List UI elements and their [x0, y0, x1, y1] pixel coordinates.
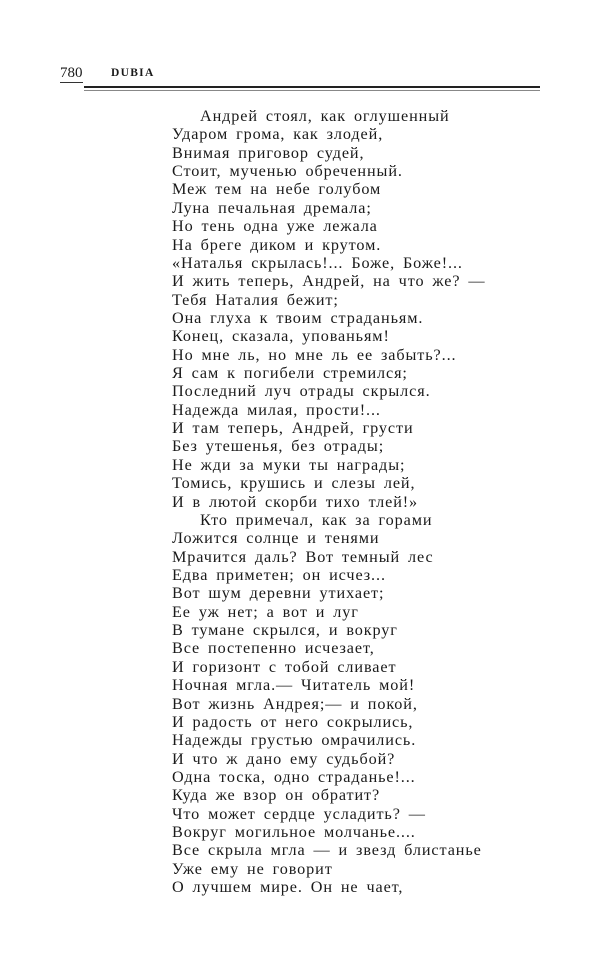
poem-line: И что ж дано ему судьбой?: [172, 749, 396, 768]
poem-line: Куда же взор он обратит?: [172, 786, 381, 805]
poem-line: На бреге диком и крутом.: [172, 235, 382, 254]
poem-line: Тебя Наталия бежит;: [172, 290, 339, 309]
poem-line: Кто примечал, как за горами: [200, 510, 433, 529]
poem-line: Ночная мгла.— Читатель мой!: [172, 676, 416, 695]
poem-line: И в лютой скорби тихо тлей!»: [172, 492, 419, 511]
poem-line: И радость от него сокрылись,: [172, 712, 414, 731]
poem-line: Ложится солнце и тенями: [172, 529, 380, 548]
poem-line: Луна печальная дремала;: [172, 198, 372, 217]
poem-line: И горизонт с тобой сливает: [172, 657, 397, 676]
header-rule-thin: [84, 90, 540, 91]
poem-line: Все постепенно исчезает,: [172, 639, 375, 658]
poem-line: Я сам к погибели стремился;: [172, 364, 408, 383]
poem-line: И жить теперь, Андрей, на что же? —: [172, 272, 486, 291]
poem-line: В тумане скрылся, и вокруг: [172, 621, 398, 640]
running-title: DUBIA: [111, 67, 155, 79]
poem-line: Одна тоска, одно страданье!...: [172, 767, 416, 786]
poem-line: Но тень одна уже лежала: [172, 217, 378, 236]
poem-text: [172, 107, 532, 896]
poem-line: Стоит, мученью обреченный.: [172, 162, 403, 181]
poem-line: Меж тем на небе голубом: [172, 180, 382, 199]
poem-line: Что может сердце усладить? —: [172, 804, 426, 823]
poem-line: Последний луч отрады скрылся.: [172, 382, 431, 401]
poem-line: Она глуха к твоим страданьям.: [172, 308, 424, 327]
poem-line: Надежды грустью омрачились.: [172, 731, 417, 750]
poem-line: Конец, сказала, упованьям!: [172, 327, 390, 346]
poem-line: «Наталья скрылась!... Боже, Боже!...: [172, 253, 463, 272]
poem-line: О лучшем мире. Он не чает,: [172, 878, 404, 897]
poem-line: Андрей стоял, как оглушенный: [200, 107, 450, 125]
poem-line: Едва приметен; он исчез...: [172, 565, 386, 584]
poem-line: Уже ему не говорит: [172, 859, 333, 878]
poem-line: Ударом грома, как злодей,: [172, 125, 384, 144]
poem-line: Без утешенья, без отрады;: [172, 437, 385, 456]
poem-line: Но мне ль, но мне ль ее забыть?...: [172, 345, 457, 364]
poem-line: Томись, крушись и слезы лей,: [172, 474, 416, 493]
poem-line: Вокруг могильное молчанье....: [172, 823, 416, 842]
poem-line: Вот шум деревни утихает;: [172, 584, 385, 603]
poem-line: Ее уж нет; а вот и луг: [172, 602, 359, 621]
poem-line: Не жди за муки ты награды;: [172, 455, 406, 474]
page-number: 780: [60, 65, 83, 81]
poem-line: Вот жизнь Андрея;— и покой,: [172, 694, 418, 713]
poem-line: Мрачится даль? Вот темный лес: [172, 547, 434, 566]
poem-line: Надежда милая, прости!...: [172, 400, 381, 419]
poem-line: Все скрыла мгла — и звезд блистанье: [172, 841, 482, 860]
poem-line: Внимая приговор судей,: [172, 143, 365, 162]
poem-line: И там теперь, Андрей, грусти: [172, 419, 414, 438]
header-rule: [84, 86, 540, 88]
